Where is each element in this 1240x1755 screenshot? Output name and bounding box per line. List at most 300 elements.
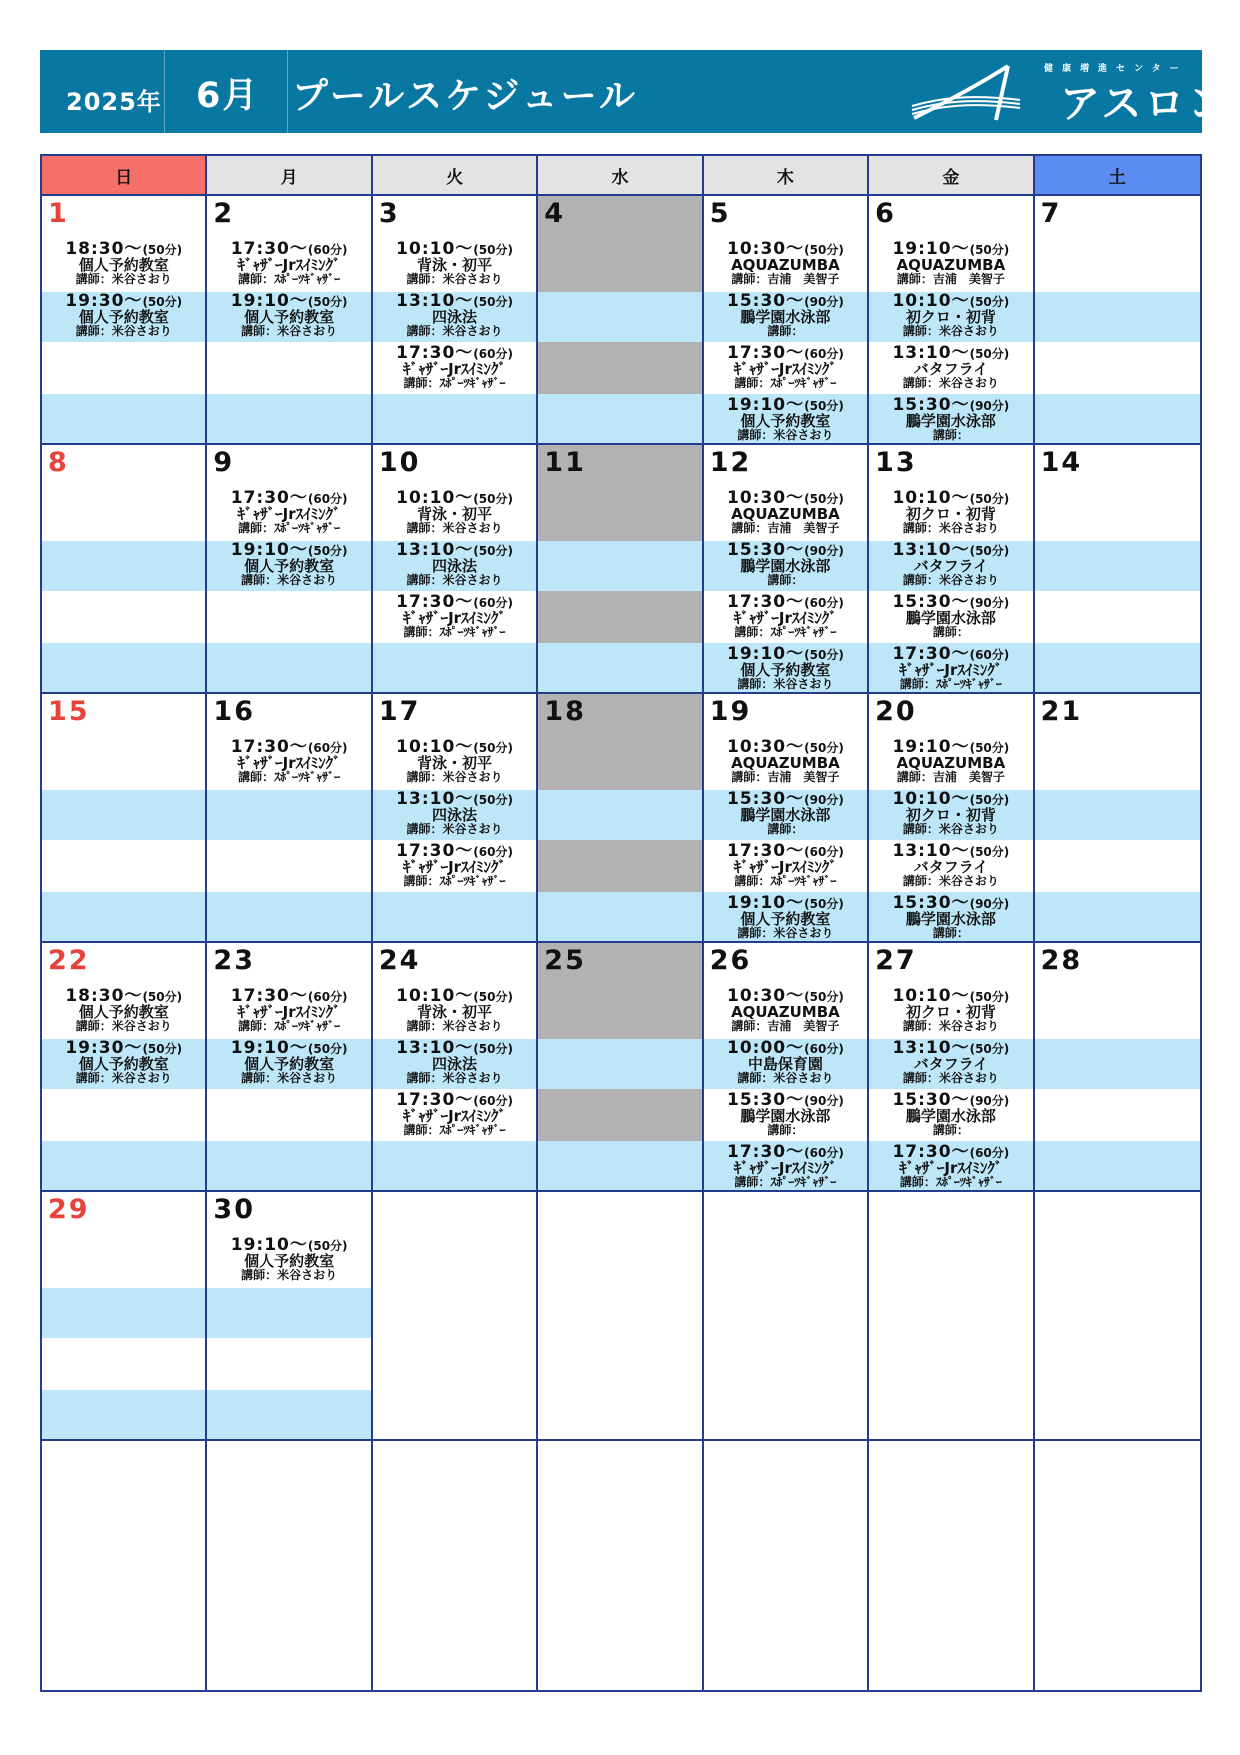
- row-bands: [1035, 445, 1200, 692]
- calendar-day-cell: [207, 943, 372, 1192]
- calendar-day-cell: [373, 694, 538, 943]
- calendar-day-cell: [207, 1192, 372, 1441]
- class-name: AQUAZUMBA: [731, 1003, 840, 1021]
- weekday-saturday: 土: [1035, 156, 1200, 196]
- class-entry: [869, 594, 1032, 642]
- class-name: 個人予約教室: [740, 661, 831, 679]
- time-band: [1035, 342, 1200, 394]
- time-band: [42, 643, 205, 694]
- class-duration: (50分): [804, 648, 844, 662]
- class-name: 四泳法: [432, 557, 478, 575]
- class-duration: (50分): [142, 990, 183, 1004]
- time-band: [1035, 790, 1200, 840]
- calendar-day-cell: [1035, 196, 1200, 445]
- class-teacher: 講師：ｽﾎﾟｰﾂｷﾞｬｻﾞｰ: [734, 376, 837, 390]
- class-duration: (50分): [969, 1042, 1010, 1056]
- time-band: [373, 892, 536, 943]
- class-duration: (50分): [142, 243, 183, 257]
- class-name: 四泳法: [432, 1055, 478, 1073]
- class-teacher: 講師：: [932, 428, 969, 442]
- class-name: 鵬学園水泳部: [905, 609, 996, 627]
- class-teacher: 講師：ｽﾎﾟｰﾂｷﾞｬｻﾞｰ: [238, 770, 341, 784]
- class-entry: [704, 843, 867, 891]
- row-bands: [538, 694, 701, 941]
- class-teacher: 講師：米谷さおり: [241, 573, 338, 587]
- class-name: 個人予約教室: [78, 1055, 169, 1073]
- class-time: 19:10〜: [892, 737, 970, 757]
- class-duration: (50分): [804, 243, 844, 257]
- day-number: 6: [875, 198, 896, 229]
- calendar-day-cell: [538, 694, 703, 943]
- class-entry: [869, 1092, 1032, 1140]
- class-time: 10:30〜: [727, 737, 805, 757]
- class-duration: (60分): [473, 1094, 513, 1108]
- class-name: ｷﾞｬｻﾞｰJrｽｲﾐﾝｸﾞ: [899, 661, 1003, 679]
- class-time: 10:10〜: [396, 488, 474, 508]
- header-divider: [287, 50, 288, 133]
- calendar-day-cell: [207, 694, 372, 943]
- class-time: 13:10〜: [396, 540, 474, 560]
- class-name: 個人予約教室: [244, 1252, 335, 1270]
- class-name: ｷﾞｬｻﾞｰJrｽｲﾐﾝｸﾞ: [237, 754, 341, 772]
- time-band: [1035, 1039, 1200, 1089]
- class-duration: (60分): [804, 347, 844, 361]
- day-number: 1: [48, 198, 69, 229]
- class-entry: [704, 791, 867, 839]
- class-entry: [704, 397, 867, 445]
- row-bands: [1035, 196, 1200, 443]
- class-duration: (50分): [307, 1042, 348, 1056]
- class-teacher: 講師：米谷さおり: [902, 573, 999, 587]
- class-duration: (50分): [473, 1042, 513, 1056]
- class-name: 初クロ・初背: [905, 1003, 996, 1021]
- class-time: 19:10〜: [230, 291, 308, 311]
- day-number: 24: [378, 945, 421, 976]
- class-entry: [869, 542, 1032, 590]
- class-time: 18:30〜: [65, 986, 143, 1006]
- day-number: 10: [378, 447, 421, 478]
- time-band: [207, 1390, 370, 1441]
- time-band: [207, 1338, 370, 1390]
- day-number: 7: [1040, 198, 1062, 229]
- class-entry: [869, 739, 1032, 787]
- class-entry: [373, 542, 536, 590]
- class-name: ｷﾞｬｻﾞｰJrｽｲﾐﾝｸﾞ: [403, 609, 507, 627]
- row-bands: [1035, 1192, 1200, 1439]
- row-bands: [538, 1441, 701, 1690]
- day-number: 28: [1040, 945, 1083, 976]
- class-name: 個人予約教室: [78, 308, 169, 326]
- time-band: [538, 292, 701, 342]
- class-name: 鵬学園水泳部: [905, 1107, 996, 1125]
- time-band: [1035, 643, 1200, 694]
- class-teacher: 講師：米谷さおり: [902, 324, 999, 338]
- time-band: [373, 394, 536, 445]
- class-name: ｷﾞｬｻﾞｰJrｽｲﾐﾝｸﾞ: [403, 1107, 507, 1125]
- class-time: 19:30〜: [65, 1038, 143, 1058]
- time-band: [42, 840, 205, 892]
- class-entry: [207, 293, 370, 341]
- class-entry: [207, 241, 370, 289]
- calendar-day-cell: [869, 943, 1034, 1192]
- class-teacher: 講師：吉浦 美智子: [731, 770, 840, 784]
- row-bands: [207, 1441, 370, 1690]
- class-time: 19:10〜: [892, 239, 970, 259]
- class-duration: (60分): [804, 1146, 844, 1160]
- class-time: 15:30〜: [892, 1090, 970, 1110]
- day-number: 27: [875, 945, 917, 976]
- day-number: 29: [48, 1194, 90, 1225]
- calendar-day-cell: [704, 196, 869, 445]
- class-entry: [869, 293, 1032, 341]
- time-band: [538, 840, 701, 892]
- class-entry: [704, 988, 867, 1036]
- class-time: 10:10〜: [892, 291, 970, 311]
- calendar-day-cell: [704, 445, 869, 694]
- class-entry: [869, 646, 1032, 694]
- day-number: 15: [48, 696, 90, 727]
- calendar-day-cell: [538, 445, 703, 694]
- class-name: ｷﾞｬｻﾞｰJrｽｲﾐﾝｸﾞ: [237, 256, 341, 274]
- class-entry: [207, 490, 370, 538]
- class-teacher: 講師：: [767, 1123, 804, 1137]
- class-name: AQUAZUMBA: [731, 256, 840, 274]
- class-duration: (50分): [969, 990, 1010, 1004]
- day-number: 22: [48, 945, 90, 976]
- calendar-day-cell: [1035, 445, 1200, 694]
- class-duration: (50分): [804, 741, 844, 755]
- calendar-empty-cell: [1035, 1192, 1200, 1441]
- day-number: 17: [378, 696, 421, 727]
- class-teacher: 講師：米谷さおり: [737, 677, 834, 691]
- time-band: [207, 394, 370, 445]
- time-band: [538, 892, 701, 943]
- time-band: [538, 394, 701, 445]
- class-entry: [373, 241, 536, 289]
- class-teacher: 講師：米谷さおり: [75, 272, 172, 286]
- class-time: 15:30〜: [892, 395, 970, 415]
- class-entry: [207, 542, 370, 590]
- calendar-day-cell: [42, 196, 207, 445]
- calendar-day-cell: [1035, 943, 1200, 1192]
- class-name: AQUAZUMBA: [896, 754, 1006, 772]
- class-entry: [869, 791, 1032, 839]
- time-band: [207, 643, 370, 694]
- class-time: 15:30〜: [892, 893, 970, 913]
- time-band: [538, 643, 701, 694]
- class-time: 19:30〜: [65, 291, 143, 311]
- calendar-day-cell: [42, 1192, 207, 1441]
- class-duration: (50分): [969, 243, 1010, 257]
- page-title: プールスケジュール: [292, 76, 638, 117]
- class-teacher: 講師：米谷さおり: [75, 324, 172, 338]
- header-bar: [40, 50, 1231, 133]
- class-time: 10:30〜: [727, 239, 805, 259]
- weekday-tuesday: 火: [373, 156, 538, 196]
- row-bands: [42, 1192, 205, 1439]
- class-time: 15:30〜: [727, 291, 805, 311]
- class-duration: (90分): [969, 1094, 1010, 1108]
- month-label: 6月: [196, 76, 260, 116]
- class-name: ｷﾞｬｻﾞｰJrｽｲﾐﾝｸﾞ: [733, 360, 837, 378]
- row-bands: [704, 1192, 867, 1439]
- class-teacher: 講師：ｽﾎﾟｰﾂｷﾞｬｻﾞｰ: [734, 874, 837, 888]
- class-time: 10:00〜: [727, 1038, 805, 1058]
- class-entry: [42, 293, 205, 341]
- class-duration: (90分): [804, 793, 844, 807]
- row-bands: [207, 1192, 370, 1439]
- row-bands: [538, 445, 701, 692]
- class-teacher: 講師：米谷さおり: [241, 1071, 338, 1085]
- day-number: 11: [544, 447, 586, 478]
- day-number: 26: [709, 945, 752, 976]
- class-teacher: 講師：米谷さおり: [75, 1019, 172, 1033]
- time-band: [538, 342, 701, 394]
- class-name: 初クロ・初背: [905, 308, 996, 326]
- weekday-wednesday: 水: [538, 156, 703, 196]
- class-teacher: 講師：米谷さおり: [406, 521, 503, 535]
- class-entry: [42, 988, 205, 1036]
- day-number: 23: [213, 945, 255, 976]
- time-band: [207, 840, 370, 892]
- class-entry: [704, 594, 867, 642]
- class-time: 10:30〜: [727, 986, 805, 1006]
- class-entry: [869, 988, 1032, 1036]
- class-duration: (60分): [969, 1146, 1010, 1160]
- class-entry: [373, 490, 536, 538]
- class-time: 13:10〜: [892, 1038, 970, 1058]
- day-number: 2: [213, 198, 235, 229]
- class-name: 個人予約教室: [244, 1055, 335, 1073]
- class-name: ｷﾞｬｻﾞｰJrｽｲﾐﾝｸﾞ: [733, 1159, 837, 1177]
- class-duration: (50分): [473, 243, 513, 257]
- class-teacher: 講師：米谷さおり: [241, 1268, 338, 1282]
- calendar-empty-cell: [373, 1192, 538, 1441]
- calendar-day-cell: [869, 694, 1034, 943]
- time-band: [207, 342, 370, 394]
- time-band: [538, 1039, 701, 1089]
- class-duration: (50分): [473, 990, 513, 1004]
- class-duration: (50分): [307, 1239, 348, 1253]
- class-teacher: 講師：ｽﾎﾟｰﾂｷﾞｬｻﾞｰ: [403, 874, 506, 888]
- row-bands: [869, 1441, 1032, 1690]
- class-time: 17:30〜: [892, 1142, 970, 1162]
- class-entry: [207, 739, 370, 787]
- class-name: 個人予約教室: [740, 412, 831, 430]
- day-number: 18: [544, 696, 586, 727]
- class-teacher: 講師：米谷さおり: [406, 272, 503, 286]
- calendar-day-cell: [373, 445, 538, 694]
- class-entry: [373, 594, 536, 642]
- time-band: [42, 394, 205, 445]
- calendar-day-cell: [1035, 694, 1200, 943]
- header-divider: [164, 50, 165, 133]
- class-teacher: 講師：吉浦 美智子: [731, 1019, 840, 1033]
- year-label: 2025年: [66, 88, 162, 116]
- class-teacher: 講師：ｽﾎﾟｰﾂｷﾞｬｻﾞｰ: [734, 625, 837, 639]
- class-duration: (50分): [307, 544, 348, 558]
- row-bands: [42, 694, 205, 941]
- row-bands: [538, 196, 701, 443]
- class-name: 鵬学園水泳部: [740, 557, 831, 575]
- calendar-day-cell: [42, 943, 207, 1192]
- time-band: [538, 790, 701, 840]
- time-band: [207, 591, 370, 643]
- class-entry: [704, 345, 867, 393]
- class-time: 10:10〜: [396, 986, 474, 1006]
- day-number: 9: [213, 447, 235, 478]
- class-teacher: 講師：ｽﾎﾟｰﾂｷﾞｬｻﾞｰ: [403, 1123, 506, 1137]
- day-number: 19: [709, 696, 752, 727]
- class-name: ｷﾞｬｻﾞｰJrｽｲﾐﾝｸﾞ: [733, 609, 837, 627]
- class-name: ｷﾞｬｻﾞｰJrｽｲﾐﾝｸﾞ: [733, 858, 837, 876]
- class-time: 15:30〜: [727, 540, 805, 560]
- class-name: 個人予約教室: [244, 557, 335, 575]
- calendar-empty-cell: [373, 1441, 538, 1690]
- calendar-day-cell: [538, 943, 703, 1192]
- row-bands: [1035, 694, 1200, 941]
- weekday-friday: 金: [869, 156, 1034, 196]
- class-duration: (50分): [142, 295, 183, 309]
- class-name: AQUAZUMBA: [731, 505, 840, 523]
- class-time: 10:10〜: [396, 239, 474, 259]
- calendar-empty-cell: [1035, 1441, 1200, 1690]
- class-time: 13:10〜: [892, 540, 970, 560]
- class-time: 17:30〜: [230, 737, 308, 757]
- time-band: [42, 1141, 205, 1192]
- class-entry: [869, 895, 1032, 943]
- class-time: 19:10〜: [230, 1235, 308, 1255]
- class-duration: (60分): [473, 347, 513, 361]
- calendar-empty-cell: [869, 1192, 1034, 1441]
- class-time: 17:30〜: [230, 488, 308, 508]
- class-duration: (60分): [473, 845, 513, 859]
- weekday-thursday: 木: [704, 156, 869, 196]
- class-teacher: 講師：米谷さおり: [737, 926, 834, 940]
- class-time: 17:30〜: [230, 239, 308, 259]
- class-name: ｷﾞｬｻﾞｰJrｽｲﾐﾝｸﾞ: [237, 1003, 341, 1021]
- class-entry: [42, 1040, 205, 1088]
- day-number: 16: [213, 696, 255, 727]
- time-band: [42, 591, 205, 643]
- class-entry: [869, 345, 1032, 393]
- class-teacher: 講師：米谷さおり: [406, 573, 503, 587]
- class-teacher: 講師：吉浦 美智子: [731, 272, 840, 286]
- class-name: 背泳・初平: [417, 505, 493, 523]
- class-duration: (50分): [473, 295, 513, 309]
- class-name: ｷﾞｬｻﾞｰJrｽｲﾐﾝｸﾞ: [899, 1159, 1003, 1177]
- class-name: 鵬学園水泳部: [740, 1107, 831, 1125]
- calendar-day-cell: [869, 445, 1034, 694]
- class-duration: (50分): [473, 741, 513, 755]
- class-entry: [869, 1040, 1032, 1088]
- class-teacher: 講師：ｽﾎﾟｰﾂｷﾞｬｻﾞｰ: [734, 1175, 837, 1189]
- calendar-empty-cell: [538, 1441, 703, 1690]
- class-time: 10:10〜: [892, 789, 970, 809]
- calendar-grid: [40, 154, 1202, 1692]
- calendar-day-cell: [373, 196, 538, 445]
- time-band: [207, 1288, 370, 1338]
- time-band: [207, 892, 370, 943]
- class-entry: [704, 1040, 867, 1088]
- class-entry: [207, 1237, 370, 1285]
- class-teacher: 講師：米谷さおり: [406, 1071, 503, 1085]
- class-duration: (50分): [969, 793, 1010, 807]
- time-band: [1035, 292, 1200, 342]
- day-number: 5: [709, 198, 731, 229]
- class-teacher: 講師：米谷さおり: [737, 428, 834, 442]
- time-band: [42, 790, 205, 840]
- time-band: [1035, 591, 1200, 643]
- row-bands: [373, 1441, 536, 1690]
- day-number: 20: [875, 696, 917, 727]
- calendar-day-cell: [704, 694, 869, 943]
- class-name: 鵬学園水泳部: [905, 412, 996, 430]
- time-band: [538, 1089, 701, 1141]
- class-duration: (50分): [969, 347, 1010, 361]
- day-number: 14: [1040, 447, 1083, 478]
- class-entry: [704, 241, 867, 289]
- class-duration: (50分): [473, 793, 513, 807]
- calendar-day-cell: [538, 196, 703, 445]
- class-duration: (50分): [969, 295, 1010, 309]
- class-time: 18:30〜: [65, 239, 143, 259]
- class-teacher: 講師：ｽﾎﾟｰﾂｷﾞｬｻﾞｰ: [899, 1175, 1002, 1189]
- class-name: 鵬学園水泳部: [905, 910, 996, 928]
- class-time: 17:30〜: [396, 841, 474, 861]
- time-band: [1035, 840, 1200, 892]
- calendar-day-cell: [207, 196, 372, 445]
- class-name: 鵬学園水泳部: [740, 806, 831, 824]
- class-duration: (50分): [307, 295, 348, 309]
- class-time: 15:30〜: [727, 1090, 805, 1110]
- class-name: バタフライ: [913, 858, 989, 876]
- class-duration: (50分): [969, 544, 1010, 558]
- calendar-day-cell: [869, 196, 1034, 445]
- class-entry: [869, 490, 1032, 538]
- class-time: 19:10〜: [230, 1038, 308, 1058]
- class-time: 13:10〜: [396, 291, 474, 311]
- class-name: 背泳・初平: [417, 754, 493, 772]
- class-duration: (90分): [804, 1094, 844, 1108]
- row-bands: [1035, 943, 1200, 1190]
- day-number: 4: [544, 198, 566, 229]
- row-bands: [704, 1441, 867, 1690]
- class-name: 背泳・初平: [417, 256, 493, 274]
- class-entry: [373, 739, 536, 787]
- class-duration: (90分): [969, 399, 1010, 413]
- class-teacher: 講師：吉浦 美智子: [896, 770, 1005, 784]
- class-entry: [373, 791, 536, 839]
- class-duration: (60分): [804, 596, 844, 610]
- class-time: 17:30〜: [396, 592, 474, 612]
- class-teacher: 講師：吉浦 美智子: [896, 272, 1005, 286]
- class-duration: (90分): [969, 897, 1010, 911]
- class-teacher: 講師：米谷さおり: [406, 770, 503, 784]
- class-entry: [704, 490, 867, 538]
- class-time: 13:10〜: [396, 1038, 474, 1058]
- time-band: [42, 1089, 205, 1141]
- row-bands: [869, 1192, 1032, 1439]
- calendar-day-cell: [373, 943, 538, 1192]
- class-teacher: 講師：ｽﾎﾟｰﾂｷﾞｬｻﾞｰ: [403, 376, 506, 390]
- calendar-empty-cell: [869, 1441, 1034, 1690]
- class-duration: (60分): [307, 990, 348, 1004]
- class-time: 17:30〜: [727, 592, 805, 612]
- class-time: 13:10〜: [892, 343, 970, 363]
- class-name: 個人予約教室: [78, 256, 169, 274]
- class-duration: (90分): [969, 596, 1010, 610]
